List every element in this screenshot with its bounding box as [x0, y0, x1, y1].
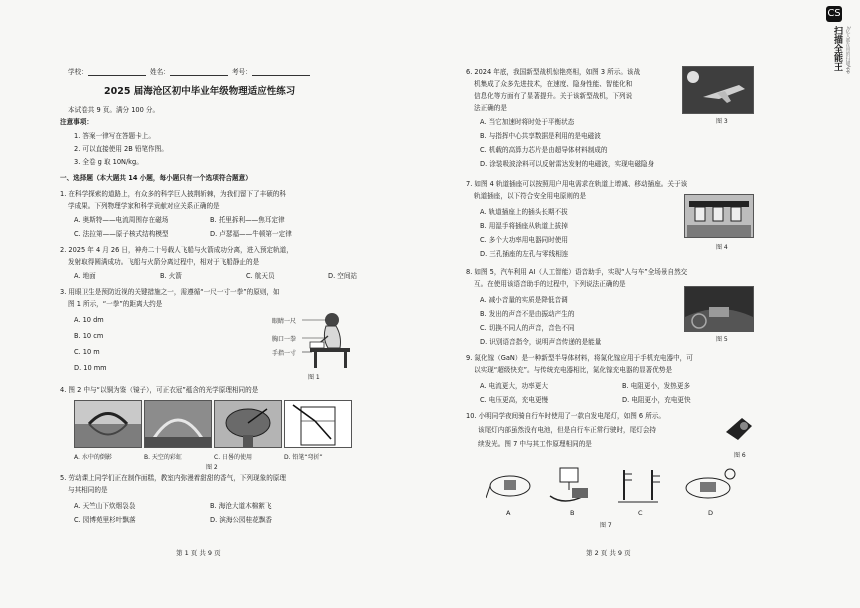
section-heading: 一、选择题（本大题共 14 小题，每小题只有一个选项符合题意） — [60, 174, 252, 182]
q5-option-a: A. 天竺山下炊烟袅袅 — [74, 502, 136, 510]
q3-option-d: D. 10 mm — [74, 364, 107, 372]
figure-3 — [682, 66, 754, 114]
fig2-caption: 图 2 — [206, 464, 218, 471]
q6-line-3: 信息化等方面有了显著提升。关于该新型战机，下列说 — [474, 92, 633, 100]
scanner-logo-icon: CS — [826, 6, 842, 22]
figure-5 — [684, 286, 754, 332]
q6-line-4: 法正确的是 — [474, 104, 507, 112]
q6-line-2: 机集成了众多先进技术，在速度、隐身性能、智能化和 — [474, 80, 633, 88]
fig1-caption: 图 1 — [308, 374, 320, 381]
q1-option-a: A. 奥斯特——电流周围存在磁场 — [74, 216, 169, 224]
q1-line-2: 学成果。下列物理学家和科学贡献对应关系正确的是 — [68, 202, 220, 210]
fig2-caption-c: C. 日晷的使用 — [214, 454, 253, 461]
q8-option-a: A. 减小音量的实质是降低音调 — [480, 296, 568, 304]
q9-option-b: B. 电阻更小，发热更多 — [622, 382, 691, 390]
q7-line-1: 7. 如图 4 轨道插座可以按照用户用电需求在轨道上增减、移动插座。关于该 — [466, 180, 688, 188]
q9-line-2: 以实现“超级快充”。与传统充电器相比，氮化镓充电器的显著优势是 — [474, 366, 673, 374]
rainbow-icon — [145, 401, 211, 447]
q7-option-a: A. 轨道插座上的插头长期不拔 — [480, 208, 568, 216]
fig7-circuit-a — [486, 466, 536, 508]
fig2-caption-b: B. 天空的彩虹 — [144, 454, 182, 461]
scanner-watermark — [822, 6, 850, 80]
q7-option-b: B. 用湿手将插座从轨道上拔掉 — [480, 222, 568, 230]
fig1-label-eye: 眼睛一尺 — [272, 318, 297, 325]
q5-option-c: C. 园博苑里杉叶飘落 — [74, 516, 136, 524]
q3-line-2: 图 1 所示，“一拳”的距离大约是 — [68, 300, 163, 308]
fig7-letter-b: B — [570, 509, 575, 517]
page-2-footer: 第 2 页 共 9 页 — [586, 549, 631, 557]
q8-option-c: C. 切换不同人的声音，音色不同 — [480, 324, 575, 332]
pencil-in-water-icon — [285, 401, 351, 447]
fig1-label-chest: 胸口一拳 — [272, 336, 297, 343]
fig2-panel-d — [284, 400, 352, 448]
q9-option-a: A. 电流更大，功率更大 — [480, 382, 548, 390]
fig7-letter-a: A — [506, 509, 511, 517]
q2-option-a: A. 地面 — [74, 272, 96, 280]
q8-line-1: 8. 如图 5，汽车利用 AI（人工智能）语音助手，实现“人与车”全场景自然交 — [466, 268, 688, 276]
school-label: 学校： — [68, 68, 88, 76]
fig2-caption-a: A. 水中的倒影 — [74, 454, 112, 461]
q5-line-2: 与其相同的是 — [68, 486, 108, 494]
q8-option-d: D. 识别语音指令，说明声音传递的是能量 — [480, 338, 602, 346]
fig5-caption: 图 5 — [716, 336, 728, 343]
exam-title: 2025 届海沧区初中毕业年级物理适应性练习 — [104, 86, 296, 97]
car-dashboard-icon — [685, 287, 753, 331]
fig7-circuit-d — [682, 466, 742, 508]
fig6-caption: 图 6 — [734, 452, 746, 459]
fig2-panel-b — [144, 400, 212, 448]
exam-meta: 本试卷共 9 页。满分 100 分。 — [68, 106, 160, 114]
q1-option-b: B. 托里拆利——焦耳定律 — [210, 216, 285, 224]
q6-line-1: 6. 2024 年底，我国新型战机惊艳亮相，如图 3 所示。该战 — [466, 68, 641, 76]
fig7-caption: 图 7 — [600, 522, 612, 529]
q10-line-1: 10. 小明同学夜间骑自行车时使用了一款自发电尾灯，如图 6 所示。 — [466, 412, 665, 420]
note-1: 1. 答案一律写在答题卡上。 — [74, 132, 155, 140]
fig7-circuit-b — [544, 466, 602, 508]
q6-option-c: C. 机载的高算力芯片是由超导体材料制成的 — [480, 146, 608, 154]
q3-line-1: 3. 用眼卫生是预防近视的关键措施之一，需遵循“一尺一寸一拳”的原则，如 — [60, 288, 280, 296]
fig3-caption: 图 3 — [716, 118, 728, 125]
fighter-jet-icon — [683, 67, 753, 113]
sundial-icon — [215, 401, 281, 447]
fig7-letter-d: D — [708, 509, 714, 517]
q1-option-c: C. 法拉第——原子核式结构模型 — [74, 230, 169, 238]
scanner-tagline: 3亿人都在用的扫描App — [845, 26, 850, 74]
figure-4 — [684, 194, 754, 238]
name-label: 姓名： — [149, 68, 170, 76]
bridge-reflection-icon — [75, 401, 141, 447]
exam-page-1 — [60, 56, 420, 556]
q8-option-b: B. 发出的声音不是由振动产生的 — [480, 310, 575, 318]
scanner-brand: 扫描全能王 — [832, 26, 842, 71]
notes-heading: 注意事项： — [60, 118, 93, 126]
q4-line: 4. 图 2 中与“以铜为鉴（镜子），可正衣冠”蕴含的光学原理相同的是 — [60, 386, 259, 394]
q3-option-a: A. 10 dm — [74, 316, 104, 324]
q2-line-2: 发射取得圆满成功。飞船与火箭分离过程中，相对于飞船静止的是 — [68, 258, 260, 266]
q9-line-1: 9. 氮化镓（GaN）是一种新型半导体材料，将氮化镓应用于手机充电器中，可 — [466, 354, 693, 362]
note-2: 2. 可以直接使用 2B 铅笔作图。 — [74, 145, 168, 153]
fig7-circuit-c — [614, 466, 668, 508]
fig1-label-finger: 手指一寸 — [272, 350, 297, 357]
page-1-footer: 第 1 页 共 9 页 — [176, 549, 221, 557]
q2-option-d: D. 空间站 — [328, 272, 358, 280]
q8-line-2: 互。在使用该语音助手的过程中，下列说法正确的是 — [474, 280, 626, 288]
q9-option-c: C. 电压更高，充电更慢 — [480, 396, 549, 404]
header-fields — [68, 68, 310, 76]
q3-option-c: C. 10 m — [74, 348, 100, 356]
q5-line-1: 5. 劳动课上同学们正在制作面糕，教室内弥漫着甜甜的香气，下列现象的原理 — [60, 474, 286, 482]
q7-line-2: 轨道插座，以下符合安全用电原则的是 — [474, 192, 587, 200]
q1-option-d: D. 卢瑟福——牛顿第一定律 — [210, 230, 292, 238]
q2-option-b: B. 火箭 — [160, 272, 182, 280]
id-label: 考号： — [231, 68, 252, 76]
q10-line-3: 续发光。图 7 中与其工作原理相同的是 — [478, 440, 592, 448]
q7-option-d: D. 三孔插座的左孔与零线相连 — [480, 250, 569, 258]
q7-option-c: C. 多个大功率用电器同时使用 — [480, 236, 568, 244]
note-3: 3. 全卷 g 取 10N/kg。 — [74, 158, 143, 166]
fig2-panel-a — [74, 400, 142, 448]
q6-option-d: D. 涂装吸波涂料可以反射雷达发射的电磁波，实现电磁隐身 — [480, 160, 655, 168]
bike-tail-light-icon — [722, 412, 756, 446]
fig7-letter-c: C — [638, 509, 643, 517]
fig2-panel-c — [214, 400, 282, 448]
figure-6 — [722, 412, 756, 446]
q2-option-c: C. 航天员 — [246, 272, 275, 280]
fig4-caption: 图 4 — [716, 244, 728, 251]
q2-line-1: 2. 2025 年 4 月 26 日，神舟二十号载人飞船与火箭成功分离，进入预定轨道， — [60, 246, 293, 254]
q10-line-2: 该尾灯内部虽然没有电池，但是自行车正常行驶时，尾灯会持 — [478, 426, 657, 434]
q5-option-d: D. 滨海公园桂花飘香 — [210, 516, 273, 524]
fig2-caption-d: D. 铅笔“弯折” — [284, 454, 323, 461]
q3-option-b: B. 10 cm — [74, 332, 104, 340]
q6-option-b: B. 与指挥中心共享数据是利用的是电磁波 — [480, 132, 601, 140]
q9-option-d: D. 电阻更小，充电更快 — [622, 396, 691, 404]
figure-1 — [272, 308, 354, 370]
q6-option-a: A. 当它加速时将时处于平衡状态 — [480, 118, 575, 126]
track-socket-icon — [685, 195, 753, 237]
q5-option-b: B. 海沧大道木棉絮飞 — [210, 502, 272, 510]
q1-line-1: 1. 在科学探索的道路上，有众多的科学巨人披荆斩棘，为我们留下了丰硕的科 — [60, 190, 286, 198]
